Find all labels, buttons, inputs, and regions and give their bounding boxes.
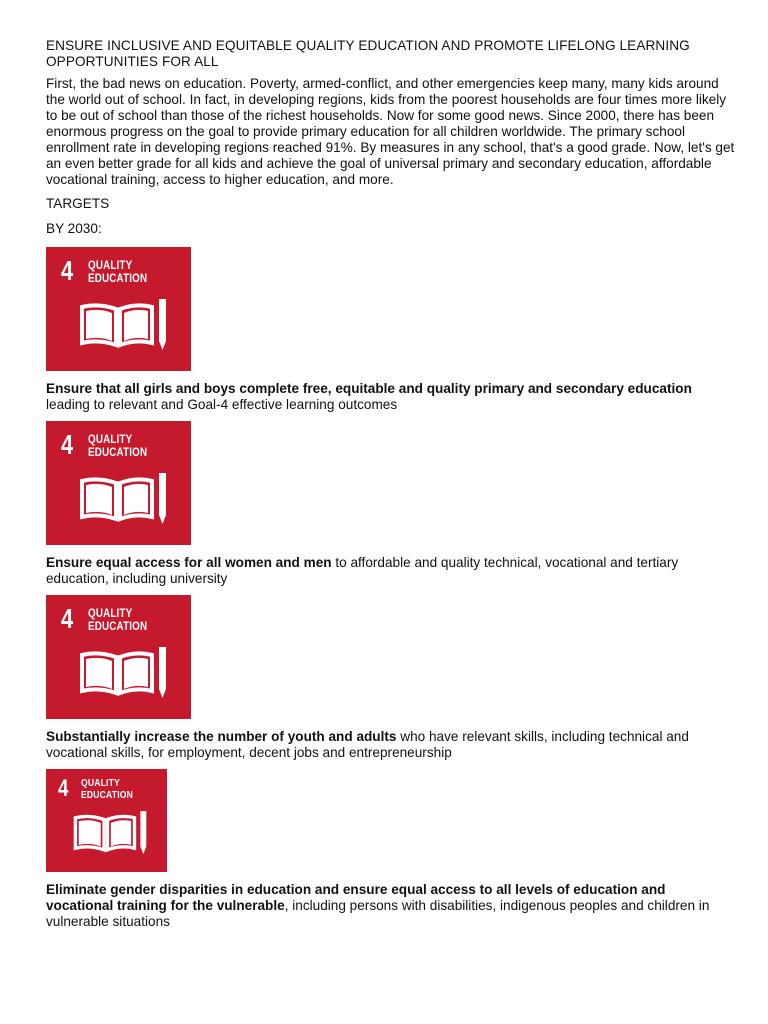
target-4-text [46, 882, 736, 930]
badge-name-line2: EDUCATION [88, 619, 148, 633]
target-4-rest: , including persons with disabilities, indigenous peoples and children in vulnerable situations [46, 898, 710, 929]
sdg-4-badge [46, 247, 191, 371]
sdg-4-badge [46, 769, 167, 872]
intro-paragraph: First, the bad news on education. Poverty, armed-conflict, and other emergencies keep many, many kids around the world out of school. In fact, in developing regions, kids from the poorest households are four times more likely to be out of school than those of the richest households. Now for some good news. Since 2000, there has been enormous progress on the goal to provide primary education for all children worldwide. The primary school enrollment rate in developing regions reached 91%. By measures in any school, that's a good grade. Now, let's get an even better grade for all kids and achieve the goal of universal primary and secondary education, affordable vocational training, access to higher education, and more. [46, 76, 735, 187]
target-3-rest: who have relevant skills, including technical and vocational skills, for employment, decent jobs and entrepreneurship [46, 729, 689, 760]
document-title: ENSURE INCLUSIVE AND EQUITABLE QUALITY EDUCATION AND PROMOTE LIFELONG LEARNING OPPORTUNITIES FOR ALL [46, 38, 690, 69]
target-4-bold: Eliminate gender disparities in education and ensure equal access to all levels of education and vocational training for the vulnerable [46, 882, 666, 913]
badge-name-line2: EDUCATION [81, 788, 134, 801]
badge-name-line1: QUALITY [88, 258, 133, 272]
by-2030-label: BY 2030: [46, 221, 102, 236]
target-1-text [46, 381, 736, 413]
sdg-4-badge [46, 595, 191, 719]
target-3-bold: Substantially increase the number of youth and adults [46, 729, 397, 744]
badge-name-line1: QUALITY [81, 777, 120, 789]
target-1-bold: Ensure that all girls and boys complete free, equitable and quality primary and secondary education [46, 381, 692, 396]
badge-number: 4 [58, 775, 69, 802]
badge-name [81, 778, 133, 801]
book-pencil-icon [78, 473, 168, 525]
target-3-text [46, 729, 736, 761]
target-2-rest: to affordable and quality technical, vocational and tertiary education, including university [46, 555, 679, 586]
badge-name-line1: QUALITY [88, 432, 133, 446]
badge-number: 4 [61, 255, 74, 286]
badge-name-line2: EDUCATION [88, 445, 148, 459]
sdg-4-badge [46, 421, 191, 545]
badge-name-line1: QUALITY [88, 606, 133, 620]
badge-name [88, 607, 147, 633]
badge-number: 4 [61, 603, 74, 634]
targets-label: TARGETS [46, 196, 110, 211]
document-page [46, 38, 736, 938]
badge-name [88, 259, 147, 285]
book-pencil-icon [72, 811, 148, 855]
book-pencil-icon [78, 647, 168, 699]
badge-name [88, 433, 147, 459]
target-2-bold: Ensure equal access for all women and men [46, 555, 332, 570]
badge-name-line2: EDUCATION [88, 271, 148, 285]
badge-number: 4 [61, 429, 74, 460]
book-pencil-icon [78, 299, 168, 351]
target-1-rest: leading to relevant and Goal-4 effective learning outcomes [46, 397, 398, 412]
target-2-text [46, 555, 736, 587]
